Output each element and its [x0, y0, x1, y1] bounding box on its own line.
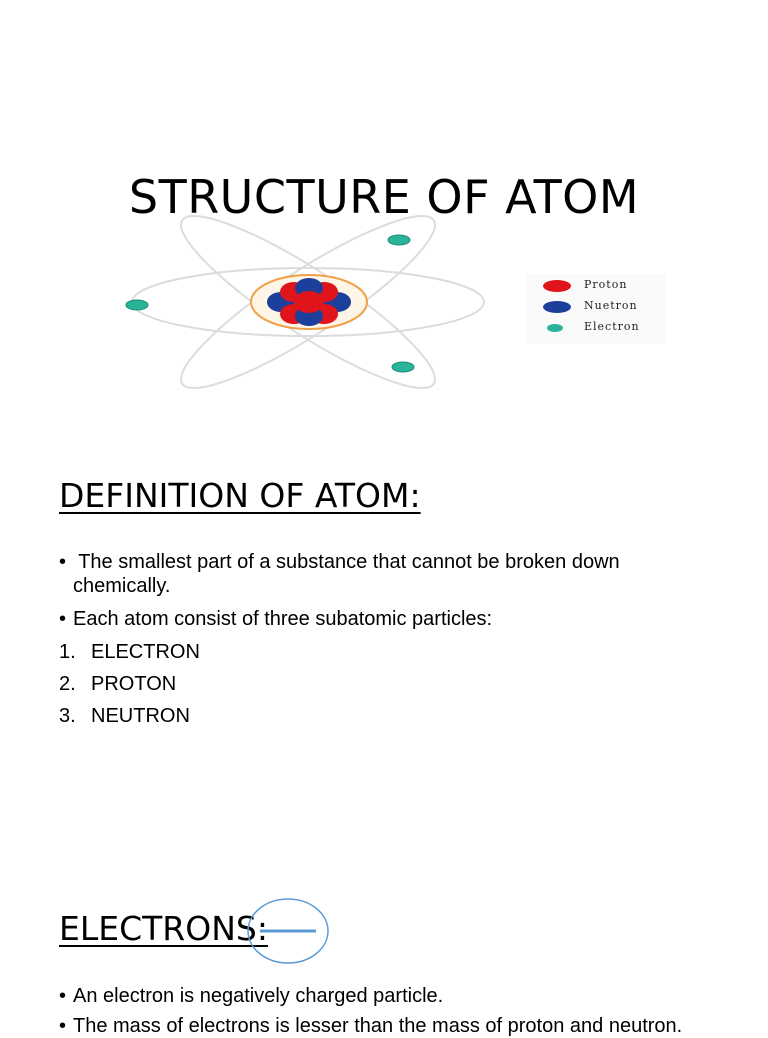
page-title: STRUCTURE OF ATOM	[128, 170, 640, 224]
definition-heading: DEFINITION OF ATOM:	[59, 476, 421, 515]
bullet-text-line: The smallest part of a substance that cannot be broken down	[73, 551, 620, 573]
bullet-text: An electron is negatively charged particle.	[73, 985, 444, 1007]
bullet-text: Each atom consist of three subatomic particles:	[73, 608, 493, 630]
atom-diagram-icon	[118, 228, 498, 380]
legend-label: Proton	[584, 278, 628, 291]
electron-icon	[542, 322, 572, 334]
bullet-text-line: chemically.	[73, 575, 171, 597]
legend-label: Electron	[584, 320, 640, 333]
numbered-text: ELECTRON	[91, 641, 200, 663]
annotation-circle-icon	[246, 897, 330, 965]
numbered-text: PROTON	[91, 673, 177, 695]
atom-legend	[526, 274, 666, 344]
bullet-marker: •	[59, 608, 67, 630]
bullet-marker: •	[59, 985, 67, 1007]
legend-item-electron	[526, 318, 666, 338]
bullet-text: The mass of electrons is lesser than the mass of proton and neutron.	[73, 1015, 683, 1037]
legend-item-neutron	[526, 297, 666, 317]
number-marker: 2.	[59, 673, 76, 695]
number-marker: 1.	[59, 641, 76, 663]
neutron-icon	[542, 301, 572, 313]
proton-icon	[542, 280, 572, 292]
legend-item-proton	[526, 276, 666, 296]
number-marker: 3.	[59, 705, 76, 727]
electrons-heading: ELECTRONS:	[59, 909, 268, 948]
bullet-marker: •	[59, 1015, 67, 1037]
numbered-text: NEUTRON	[91, 705, 190, 727]
bullet-marker: •	[59, 551, 67, 573]
legend-label: Nuetron	[584, 299, 638, 312]
